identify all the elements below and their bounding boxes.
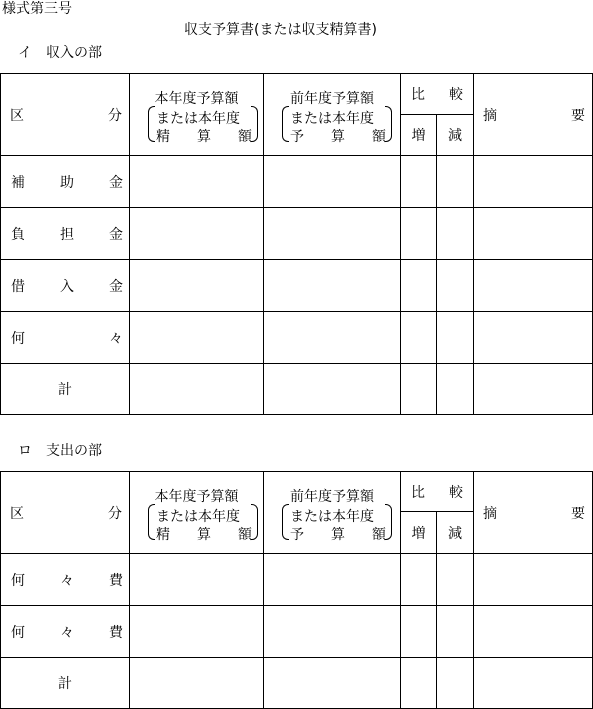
right-bracket [385,504,392,540]
table-row: 何 々 費 [1,606,593,658]
table-row: 補 助 金 [1,156,593,208]
header-comparison: 比 較 [401,472,474,512]
right-bracket [251,106,258,142]
income-table [0,73,593,415]
expenditure-table [0,471,593,709]
table-row: 借 入 金 [1,260,593,312]
header-increase: 増 [401,512,437,554]
right-bracket [251,504,258,540]
right-bracket [385,106,392,142]
header-previous-year: 前年度予算額 または本年度 予 算 額 [264,74,401,156]
table-row: 何 々 [1,312,593,364]
table-row: 何 々 費 [1,554,593,606]
header-category: 区 分 [1,74,130,156]
left-bracket [148,504,155,540]
table-row: 負 担 金 [1,208,593,260]
header-remarks: 摘 要 [474,472,593,554]
header-increase: 増 [401,115,437,156]
expenditure-section-label: ロ 支出の部 [18,443,102,459]
header-decrease: 減 [437,115,474,156]
left-bracket [148,106,155,142]
left-bracket [282,504,289,540]
header-remarks: 摘 要 [474,74,593,156]
header-current-year: 本年度予算額 または本年度 精 算 額 [130,74,264,156]
header-decrease: 減 [437,512,474,554]
header-category: 区 分 [1,472,130,554]
form-number: 様式第三号 [2,1,72,17]
income-section-label: イ 収入の部 [18,45,102,61]
total-row: 計 [1,658,593,709]
header-current-year: 本年度予算額 または本年度 精 算 額 [130,472,264,554]
document-title: 収支予算書(または収支精算書) [184,22,377,38]
header-previous-year: 前年度予算額 または本年度 予 算 額 [264,472,401,554]
header-comparison: 比 較 [401,74,474,115]
left-bracket [282,106,289,142]
total-row: 計 [1,364,593,415]
